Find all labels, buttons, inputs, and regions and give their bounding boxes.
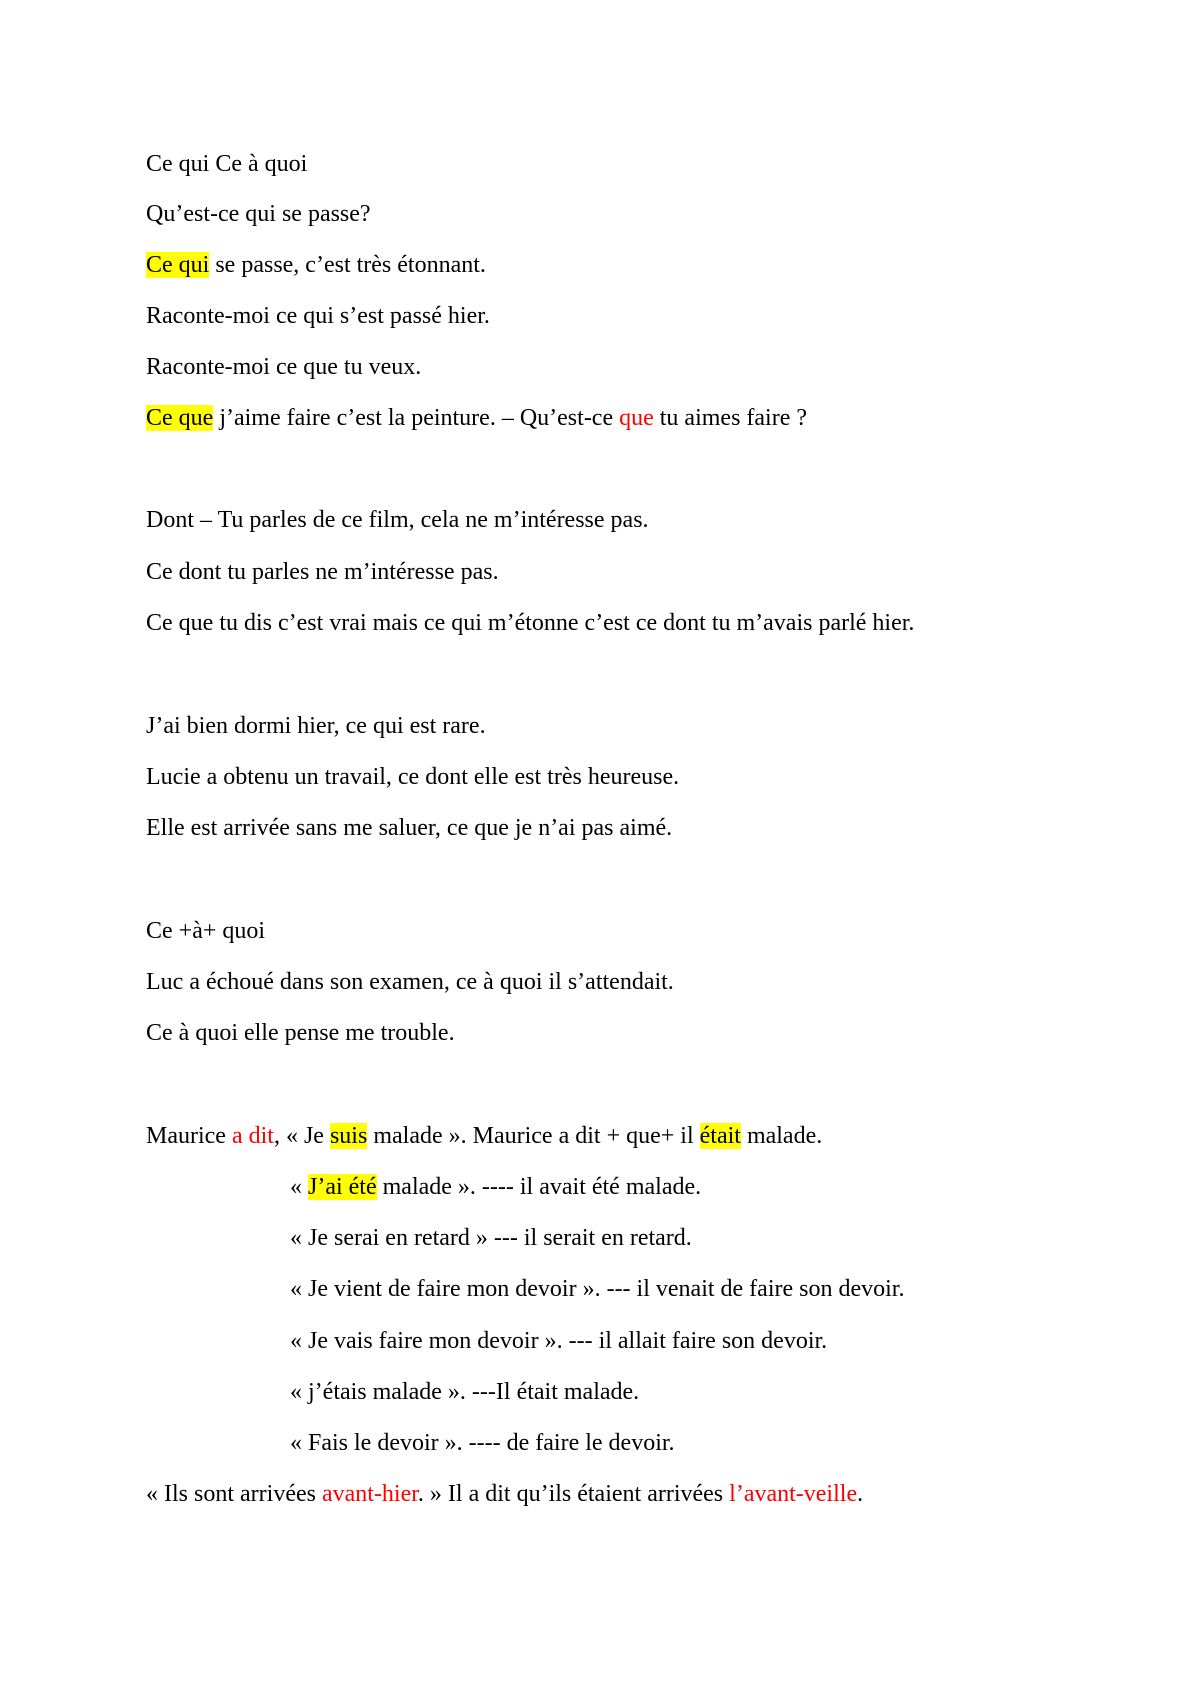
text-line xyxy=(146,966,674,998)
text-line xyxy=(290,1171,701,1203)
highlighted-text: était xyxy=(699,1123,741,1149)
sentence: « Je vais faire mon devoir ». --- il allait faire son devoir. xyxy=(290,1328,828,1354)
sentence: malade ». Maurice a dit + que+ il xyxy=(367,1123,700,1149)
text-line xyxy=(146,761,679,793)
sentence: , « Je xyxy=(273,1123,330,1149)
sentence: « Ils sont arrivées xyxy=(146,1481,322,1507)
text-line xyxy=(146,915,265,947)
highlighted-text: Ce que xyxy=(146,405,214,431)
sentence: « Fais le devoir ». ---- de faire le devoir. xyxy=(290,1430,675,1456)
sentence: se passe, c’est très étonnant. xyxy=(209,252,486,278)
text-line xyxy=(290,1222,692,1254)
text-line xyxy=(146,812,672,844)
highlighted-text: J’ai été xyxy=(308,1174,377,1200)
text-line xyxy=(146,556,499,588)
text-line xyxy=(146,1120,822,1152)
heading-ce-qui-ce-a-quoi: Ce qui Ce à quoi xyxy=(146,151,308,177)
text-line xyxy=(146,1017,455,1049)
sentence: j’aime faire c’est la peinture. – Qu’est-ce xyxy=(213,405,620,431)
text-line xyxy=(290,1273,904,1305)
highlighted-text: Ce qui xyxy=(146,252,210,278)
sentence: Luc a échoué dans son examen, ce à quoi il s’attendait. xyxy=(146,969,674,995)
red-text: l’avant-veille xyxy=(729,1481,858,1507)
sentence: . xyxy=(857,1481,864,1507)
sentence: malade. xyxy=(740,1123,823,1149)
sentence: Dont – Tu parles de ce film, cela ne m’intéresse pas. xyxy=(146,507,649,533)
red-text: a dit xyxy=(231,1123,274,1149)
red-text: que xyxy=(619,405,654,431)
sentence: « j’étais malade ». ---Il était malade. xyxy=(290,1379,640,1405)
sentence: Raconte-moi ce qui s’est passé hier. xyxy=(146,303,490,329)
text-line xyxy=(290,1427,675,1459)
text-line xyxy=(290,1325,827,1357)
sentence: malade ». ---- il avait été malade. xyxy=(376,1174,702,1200)
sentence: Lucie a obtenu un travail, ce dont elle est très heureuse. xyxy=(146,764,680,790)
sentence: Qu’est-ce qui se passe? xyxy=(146,201,371,227)
text-line xyxy=(146,351,421,383)
sentence: Ce à quoi elle pense me trouble. xyxy=(146,1020,455,1046)
red-text: avant-hier xyxy=(321,1481,418,1507)
text-line xyxy=(146,402,807,434)
sentence: « xyxy=(290,1174,308,1200)
sentence: « Je vient de faire mon devoir ». --- il venait de faire son devoir. xyxy=(290,1276,905,1302)
text-line xyxy=(146,1478,863,1510)
sentence: Ce dont tu parles ne m’intéresse pas. xyxy=(146,559,499,585)
sentence: Elle est arrivée sans me saluer, ce que je n’ai pas aimé. xyxy=(146,815,673,841)
text-line xyxy=(146,198,371,230)
sentence: . » Il a dit qu’ils étaient arrivées xyxy=(417,1481,730,1507)
highlighted-text: suis xyxy=(329,1123,368,1149)
text-line xyxy=(146,300,490,332)
text-line xyxy=(146,249,486,281)
sentence: J’ai bien dormi hier, ce qui est rare. xyxy=(146,713,486,739)
sentence: « Je serai en retard » --- il serait en retard. xyxy=(290,1225,692,1251)
sentence: Raconte-moi ce que tu veux. xyxy=(146,354,422,380)
sentence: Ce que tu dis c’est vrai mais ce qui m’étonne c’est ce dont tu m’avais parlé hier. xyxy=(146,610,915,636)
text-line xyxy=(146,710,486,742)
text-line xyxy=(290,1376,639,1408)
text-line xyxy=(146,504,649,536)
text-line xyxy=(146,607,914,639)
sentence: tu aimes faire ? xyxy=(653,405,808,431)
text-line xyxy=(146,148,307,180)
heading-ce-a-quoi: Ce +à+ quoi xyxy=(146,918,266,944)
sentence: Maurice xyxy=(146,1123,232,1149)
